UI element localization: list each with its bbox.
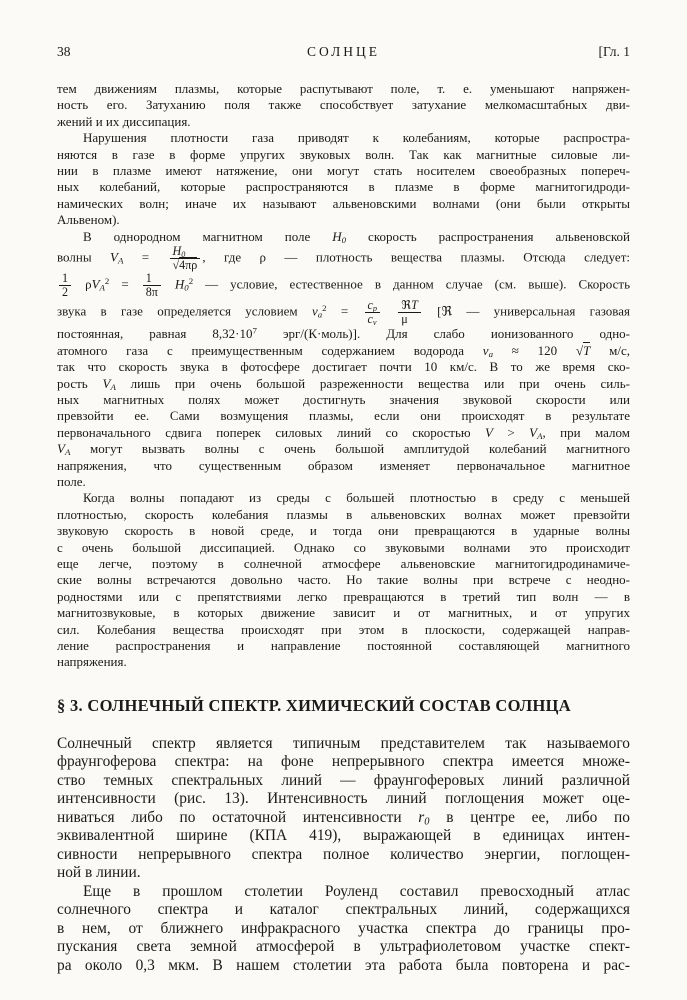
text-line: сил. Колебания вещества происходят при этом в плоскости, содержащей направ- — [57, 621, 630, 637]
denominator: μ — [401, 312, 408, 327]
superscript: 2 — [322, 303, 327, 314]
paragraph — [57, 229, 630, 491]
text-line: эквивалентной ширине (КПА 419), выражающей в единицах интен- — [57, 827, 630, 845]
page-body — [57, 81, 630, 975]
text-line: ство темных спектральных линий — фраунгоферовых линий различной — [57, 771, 630, 789]
subscript: 0 — [184, 282, 189, 293]
square-root — [576, 342, 590, 358]
text-line: родностями или с препятствиями легко превращаются в третий тип волн — в — [57, 588, 630, 604]
math-variable: V — [91, 276, 100, 292]
text-line: рость $V_A$ лишь при очень большой разреженности вещества или при очень силь- — [57, 375, 630, 392]
subscript: A — [64, 447, 71, 458]
subscript: v — [372, 318, 377, 328]
text-line: ниваться либо по остаточной интенсивности $r_0$ в центре ее, либо по — [57, 808, 630, 828]
fraction — [398, 299, 421, 326]
math-variable: V — [485, 424, 493, 440]
math-variable: H — [174, 276, 185, 292]
math-variable: v — [482, 342, 489, 358]
text-line: интенсивности (рис. 13). Интенсивность линий поглощения может оце- — [57, 790, 630, 808]
text-line: первоначального сдвига поперек силовых линий со скоростью $V > V_A$, при малом — [57, 424, 630, 441]
text-line: звука в газе определяется условием $v_a^2$ = $\frac{c_p}{c_v}$ $\frac{\text{ℜT}}{\mu}$ [ℜ — универсальная газовая — [57, 298, 630, 328]
text-line: звуковую скорость в новой среде, и тогда они превращаются в ударные волны — [57, 523, 630, 539]
math-variable: v — [311, 303, 318, 319]
text-line: намических волн; иначе их называют альвеновскими волнами (они были открыты — [57, 195, 630, 211]
text-line: Еще в прошлом столетии Роуленд составил превосходный атлас — [83, 882, 630, 900]
section-heading: § 3. СОЛНЕЧНЫЙ СПЕКТР. ХИМИЧЕСКИЙ СОСТАВ СОЛНЦА — [57, 695, 571, 715]
text-line: волны $V_A$ = $\frac{H_0}{√4\pi\rho}$ , где ρ — плотность вещества плазмы. Отсюда следует: — [57, 244, 630, 273]
text-line: так что скорость звука в фотосфере достигает почти 10 км/с. В то же время ско- — [57, 359, 630, 375]
text-line: ские волны встречаются довольно часто. Но такие волны при встрече с неодно- — [57, 572, 630, 588]
text-line: постоянная, равная $8,32\cdot 10^7$ эрг/(К·моль)]. Для слабо ионизованного одно- — [57, 325, 630, 342]
math-variable: H — [332, 228, 342, 244]
text-line: $V_A$ могут вызвать волны с очень большой амплитудой колебаний магнитного — [57, 441, 630, 458]
paragraph — [57, 130, 630, 228]
radical-icon: √ — [172, 258, 180, 273]
text-line: сивности непрерывного спектра полное количество энергии, поглощен- — [57, 845, 630, 863]
paragraph — [57, 735, 630, 883]
numerator: 1 — [59, 272, 71, 286]
square-root — [173, 257, 198, 272]
text-line: Когда волны попадают из среды с большей плотностью в среду с меньшей — [83, 490, 630, 506]
denominator — [170, 259, 201, 272]
text-line: солнечного спектра и каталог спектральных линий, содержащихся — [57, 901, 630, 919]
text-line: нии в плазме имеют натяжение, они могут стать носителем своеобразных попереч- — [57, 163, 630, 179]
text-line: пускания света земной атмосферой в ультрафиолетовом участке спект- — [57, 938, 630, 956]
math-variable: c — [367, 312, 373, 327]
text-line: тем движениям плазмы, которые распутывают поле, т. е. уменьшают напряжен- — [57, 81, 630, 96]
subscript: A — [537, 430, 543, 441]
page-header — [57, 44, 630, 60]
superscript: 2 — [104, 276, 110, 287]
math-variable: V — [529, 424, 538, 440]
numerator — [365, 299, 380, 313]
fraction — [170, 245, 201, 272]
math-variable: r — [418, 808, 425, 826]
math-variable: H — [172, 244, 182, 259]
text-line: В однородном магнитном поле $H_0$ скорость распространения альвеновской — [83, 228, 630, 245]
superscript: 7 — [252, 325, 257, 336]
text-line: еще легче, поэтому в солнечной атмосфере альвеновские магнитогидродинамиче- — [57, 556, 630, 572]
numerator: ℜT — [398, 299, 421, 313]
text-line: $\frac{1}{2}$ $\rho V_A^2$ = $\frac{1}{8\pi}$ $H_0^2$ — условие, естественное в данном случае (см. выше). Скорость — [57, 272, 630, 299]
page-number: 38 — [57, 44, 71, 59]
running-title: СОЛНЦЕ — [307, 44, 380, 59]
subscript: a — [488, 348, 493, 359]
text-line: магнитозвуковые, в которых движение зависит и от магнитных, и от упругих — [57, 605, 630, 621]
math-variable: V — [102, 375, 111, 391]
text-line: ление распространения и направление постоянной составляющей магнитного — [57, 638, 630, 654]
fraction — [59, 272, 71, 299]
denominator: 8π — [145, 285, 158, 300]
math-variable: V — [57, 441, 65, 457]
denominator: 2 — [62, 285, 69, 300]
subscript: 0 — [181, 250, 186, 260]
math-variable: c — [367, 298, 373, 313]
paragraph — [57, 81, 630, 130]
text-line: с очень большой диссипацией. Однако со звуковыми волнами это происходит — [57, 539, 630, 555]
text-line: няются в газе в форме упругих звуковых волн. Так как магнитные силовые ли- — [57, 146, 630, 162]
text-line: ных колебаний, которые распространяются в плазме в форме магнитогидроди- — [57, 179, 630, 195]
chapter-label: [Гл. 1 — [598, 44, 630, 59]
radicand — [583, 342, 590, 358]
text-line: фраунгоферова спектра: на фоне непрерывного спектра имеется множе- — [57, 753, 630, 771]
text-line: жений и их диссипация. — [57, 113, 191, 129]
math-variable: V — [109, 249, 118, 265]
radical-icon: √ — [575, 342, 584, 358]
subscript: p — [372, 304, 377, 314]
text-line: превзойти ее. Сами возмущения плазмы, если они происходят в результате — [57, 408, 630, 424]
text-line: ра около 0,3 мкм. В нашем столетии эта работа была повторена и рас- — [57, 956, 630, 974]
text-line: ной в линии. — [57, 864, 141, 882]
fraction — [143, 272, 161, 299]
denominator — [365, 313, 380, 326]
subscript: a — [317, 309, 323, 320]
text-line: напряжения, что существенным образом изменяет первоначальное магнитное — [57, 457, 630, 473]
text-line: напряжения. — [57, 654, 127, 670]
text-line: атомного газа с преимущественным содержанием водорода $v_a \approx 120$ √T м/с, — [57, 342, 630, 359]
math-variable: T — [411, 298, 418, 313]
subscript: 0 — [341, 234, 347, 245]
text-line: Солнечный спектр является типичным представителем так называемого — [57, 734, 630, 752]
radicand: 4πρ — [179, 258, 198, 273]
numerator: 1 — [143, 272, 161, 286]
text-line: Альвеном). — [57, 212, 120, 228]
superscript: 2 — [188, 276, 194, 287]
subscript: A — [110, 381, 116, 392]
paragraph — [57, 883, 630, 976]
subscript: A — [117, 255, 124, 266]
subscript: A — [99, 282, 105, 293]
fraction — [365, 299, 380, 326]
text-line: поле. — [57, 474, 86, 489]
subscript: 0 — [424, 816, 430, 828]
text-line: в нем, от ближнего инфракрасного участка спектра до границы про- — [57, 919, 630, 937]
math-variable: T — [583, 342, 591, 358]
paragraph — [57, 490, 630, 670]
text-line: ность его. Затуханию поля также способствует затухание мелкомасштабных дви- — [57, 97, 630, 113]
text-line: плотностью, скорость колебания плазмы в альвеновских волнах может превзойти — [57, 506, 630, 522]
text-line: ных магнитных полях может достигнуть значения звуковой скорости или — [57, 391, 630, 407]
text-line: Нарушения плотности газа приводят к колебаниям, которые распростра- — [83, 130, 630, 146]
